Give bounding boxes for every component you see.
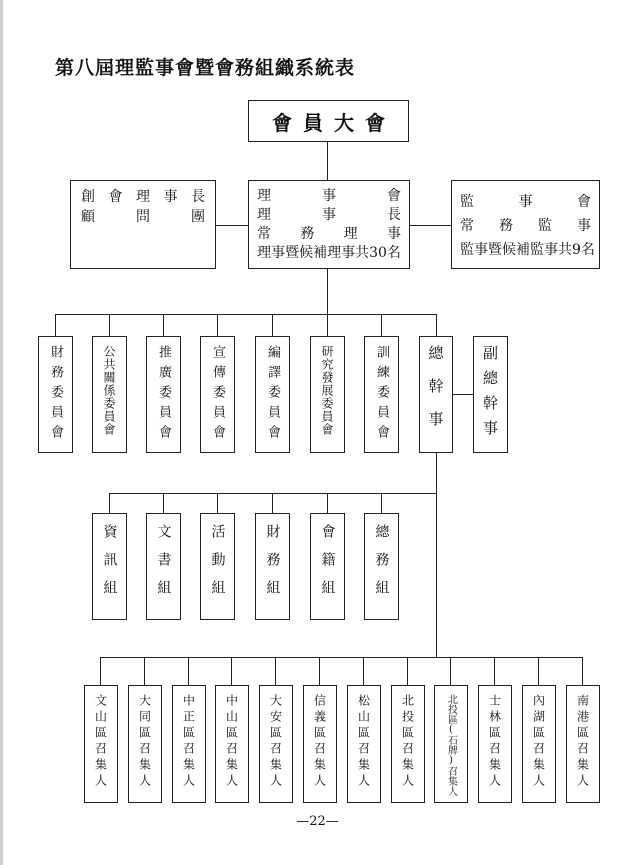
section-box (200, 513, 235, 620)
supervisors-char: 事 (518, 194, 533, 210)
district-box (259, 685, 293, 803)
district-box-label: 中山區召集人 (224, 694, 239, 790)
board-line-0 (257, 187, 401, 206)
section-box-label: 總務組 (373, 524, 390, 608)
advisors-char: 長 (191, 189, 205, 205)
supervisors-char: 會 (577, 194, 591, 210)
advisors-char: 顧 (81, 209, 95, 225)
advisors-char: 理 (136, 189, 150, 205)
connector-secretary-down (436, 453, 437, 657)
district-box-label: 大安區召集人 (268, 694, 283, 790)
section-box-label: 活動組 (209, 524, 226, 608)
committee-box-label: 宣傳委員會 (210, 345, 225, 445)
section-box (310, 513, 345, 620)
district-connector (231, 657, 232, 685)
committee-connector (55, 314, 56, 336)
district-box-label: 松山區召集人 (356, 694, 371, 790)
secretary-connector (436, 314, 437, 336)
committee-box (92, 336, 127, 453)
district-connector (494, 657, 495, 685)
supervisors-note: 監事暨候補監事共9名 (460, 242, 595, 258)
section-connector (163, 493, 164, 513)
section-box-label: 會籍組 (319, 524, 336, 608)
advisors-box (70, 180, 216, 269)
committee-box (200, 336, 235, 453)
advisors-char: 會 (108, 189, 123, 205)
district-box-label: 信義區召集人 (312, 694, 327, 790)
deputy-secretary-general-box-label: 副總幹事 (481, 345, 499, 445)
district-box (303, 685, 337, 803)
section-connector (109, 493, 110, 513)
committee-box-label: 財務委員會 (48, 345, 63, 445)
committee-connector (109, 314, 110, 336)
general-assembly-box (248, 100, 409, 142)
district-connector (319, 657, 320, 685)
district-box (478, 685, 512, 803)
board-char: 事 (322, 207, 336, 223)
general-assembly-label: 會員大會 (272, 110, 396, 135)
district-box (172, 685, 206, 803)
connector-sections-bus (109, 493, 437, 494)
connector-advisors-board (215, 225, 248, 226)
committee-box-label: 編譯委員會 (265, 345, 280, 445)
supervisors-char: 務 (499, 218, 513, 234)
committee-box (38, 336, 73, 453)
board-line-2 (257, 225, 401, 244)
board-char: 事 (386, 226, 401, 242)
district-box-label: 士林區召集人 (487, 694, 502, 790)
district-box-label: 北投區(石牌)召集人 (445, 694, 457, 796)
district-box (391, 685, 425, 803)
advisors-char: 團 (191, 209, 205, 225)
district-box (434, 685, 468, 803)
section-box (92, 513, 127, 620)
committee-connector (327, 314, 328, 336)
committee-connector (163, 314, 164, 336)
district-box (522, 685, 556, 803)
district-box (347, 685, 381, 803)
section-box-label: 資訊組 (101, 524, 118, 608)
district-box-label: 中正區召集人 (181, 694, 196, 790)
committee-connector (217, 314, 218, 336)
district-box-label: 南港區召集人 (575, 694, 590, 790)
district-connector (144, 657, 145, 685)
connector-secretary-deputy (452, 394, 473, 395)
connector-board-supervisors (409, 225, 451, 226)
secretary-general-box (419, 336, 453, 453)
district-box-label: 北投區召集人 (400, 694, 415, 790)
connector-committees-bus (55, 314, 437, 315)
supervisors-char: 監 (538, 218, 552, 234)
district-box-label: 文山區召集人 (93, 694, 108, 790)
board-char: 會 (387, 188, 401, 204)
board-char: 事 (322, 188, 336, 204)
committee-box (364, 336, 399, 453)
district-box-label: 內湖區召集人 (531, 694, 546, 790)
section-box-label: 財務組 (264, 524, 281, 608)
district-connector (582, 657, 583, 685)
supervisors-line-1 (460, 214, 591, 238)
advisors-char: 事 (163, 189, 178, 205)
district-box (566, 685, 600, 803)
advisors-char: 創 (81, 189, 95, 205)
district-box (128, 685, 162, 803)
board-char: 常 (257, 226, 271, 242)
committee-box-label: 推廣委員會 (156, 345, 171, 445)
committee-connector (381, 314, 382, 336)
supervisors-line-0 (460, 190, 591, 214)
board-line-1 (257, 206, 401, 225)
district-connector (363, 657, 364, 685)
board-char: 理 (343, 226, 358, 242)
section-connector (272, 493, 273, 513)
supervisors-char: 事 (577, 218, 591, 234)
board-char: 理 (257, 188, 271, 204)
section-box (364, 513, 399, 620)
section-connector (381, 493, 382, 513)
connector-districts-bus (100, 657, 582, 658)
advisors-line-1 (81, 207, 205, 227)
section-box (146, 513, 181, 620)
page-edge (0, 0, 3, 865)
committee-connector (272, 314, 273, 336)
committee-box (255, 336, 290, 453)
district-box (215, 685, 249, 803)
board-char: 理 (257, 207, 271, 223)
district-connector (188, 657, 189, 685)
supervisors-box (451, 180, 600, 269)
page-number: —22— (296, 814, 339, 829)
supervisors-char: 常 (460, 218, 474, 234)
committee-box-label: 公共關係委員會 (102, 345, 116, 436)
advisors-char: 問 (136, 209, 150, 225)
district-connector (538, 657, 539, 685)
district-box (84, 685, 118, 803)
secretary-general-box-label: 總幹事 (426, 345, 445, 444)
district-connector (450, 657, 451, 685)
district-connector (100, 657, 101, 685)
deputy-secretary-general-box (473, 336, 508, 453)
committee-box-label: 研究發展委員會 (320, 345, 334, 436)
board-box (248, 180, 410, 269)
committee-box (310, 336, 345, 453)
board-note: 理事暨候補理事共30名 (257, 245, 401, 261)
district-connector (407, 657, 408, 685)
district-connector (275, 657, 276, 685)
section-box (255, 513, 290, 620)
section-box-label: 文書組 (155, 524, 172, 608)
connector-assembly-board (327, 142, 328, 180)
board-char: 務 (300, 226, 315, 242)
committee-box-label: 訓練委員會 (374, 345, 389, 445)
board-char: 長 (387, 207, 401, 223)
section-connector (217, 493, 218, 513)
committee-box (146, 336, 181, 453)
district-box-label: 大同區召集人 (137, 694, 152, 790)
supervisors-char: 監 (460, 194, 474, 210)
page-title: 第八屆理監事會暨會務組織系統表 (55, 57, 356, 79)
advisors-line-0 (81, 187, 205, 207)
connector-board-down (327, 269, 328, 314)
section-connector (327, 493, 328, 513)
